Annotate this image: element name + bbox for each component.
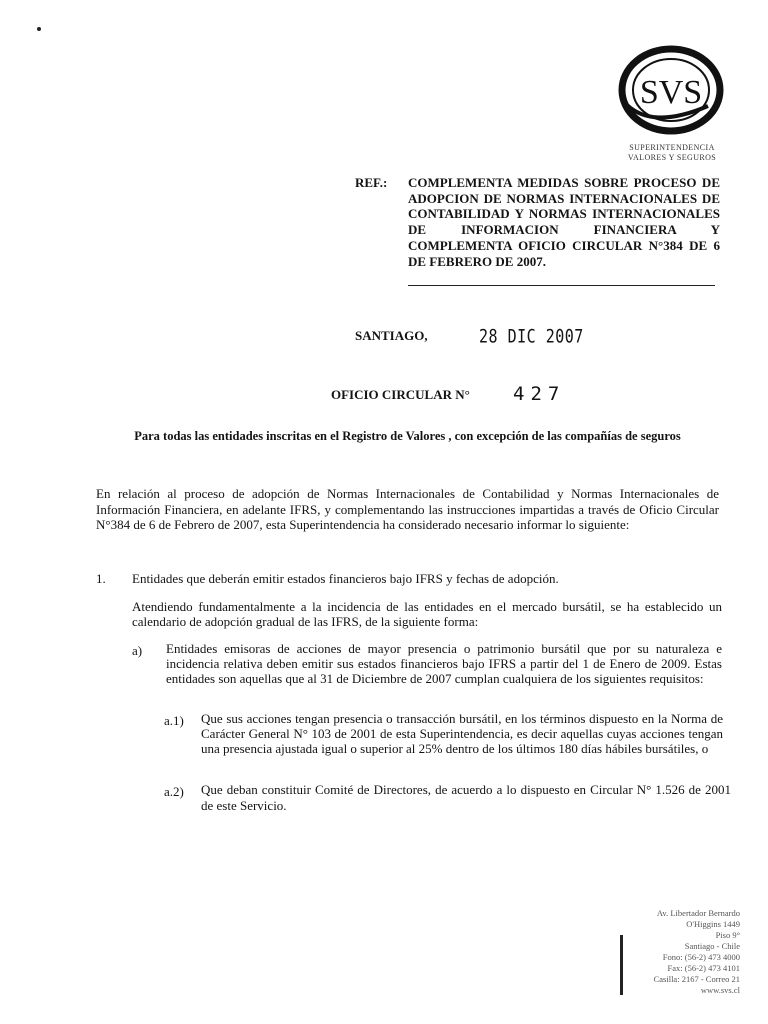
svs-logo-icon bbox=[612, 42, 730, 146]
footer-website: www.svs.cl bbox=[700, 985, 740, 995]
intro-paragraph: En relación al proceso de adopción de Normas Internacionales de Contabilidad y Normas Internacionales de Información Financiera, en adelante IFRS, y complementando las instrucciones impartidas a través de Oficio Circular N°384 de 6 de Febrero de 2007, esta Superintendencia ha considerado necesario informar lo siguiente: bbox=[96, 486, 719, 532]
footer-line: Casilla: 2167 - Correo 21 bbox=[653, 974, 740, 984]
section1-paragraph: Atendiendo fundamentalmente a la incidencia de las entidades en el mercado bursátil, se ha establecido un calendario de adopción gradual de las IFRS, de la siguiente forma: bbox=[132, 599, 722, 629]
oficio-number: 427 bbox=[513, 383, 566, 405]
logo-caption-line2: VALORES Y SEGUROS bbox=[627, 153, 717, 162]
footer-line: O'Higgins 1449 bbox=[686, 919, 740, 929]
footer-line: Piso 9° bbox=[715, 930, 740, 940]
section1-title: Entidades que deberán emitir estados financieros bajo IFRS y fechas de adopción. bbox=[132, 571, 559, 586]
ref-subject: COMPLEMENTA MEDIDAS SOBRE PROCESO DE ADOPCION DE NORMAS INTERNACIONALES DE CONTABILIDAD Y NORMAS INTERNACIONALES DE INFORMACION FINANCIERA Y COMPLEMENTA OFICIO CIRCULAR N°384 DE 6 DE FEBRERO DE 2007. bbox=[408, 175, 720, 269]
item-a1-text: Que sus acciones tengan presencia o transacción bursátil, en los términos dispuesto en la Norma de Carácter General N° 103 de 2001 de esta Superintendencia, es decir aquellas cuyas acciones tengan una presencia ajustada igual o superior al 25% dentro de los últimos 180 días hábiles bursátiles, o bbox=[201, 711, 723, 756]
date-stamp: 28 DIC 2007 bbox=[479, 325, 584, 348]
footer-line: Santiago - Chile bbox=[684, 941, 740, 951]
ref-label: REF.: bbox=[355, 175, 388, 190]
section1-marker: 1. bbox=[96, 571, 106, 586]
footer-address bbox=[620, 908, 740, 996]
item-a-marker: a) bbox=[132, 643, 143, 658]
item-a-text: Entidades emisoras de acciones de mayor presencia o patrimonio bursátil que por su naturaleza e incidencia relativa deben emitir sus estados financieros bajo IFRS a partir del 1 de Enero de 2009. Estas entidades son aquellas que al 31 de Diciembre de 2007 cumplan cualquiera de los siguientes requisitos: bbox=[166, 641, 722, 686]
oficio-label: OFICIO CIRCULAR N° bbox=[331, 387, 470, 402]
item-a1-marker: a.1) bbox=[164, 713, 184, 728]
item-a2-text: Que deban constituir Comité de Directores, de acuerdo a lo dispuesto en Circular N° 1.526 de 2001 de este Servicio. bbox=[201, 782, 731, 813]
item-a2-marker: a.2) bbox=[164, 784, 184, 799]
footer-line: Fax: (56-2) 473 4101 bbox=[667, 963, 740, 973]
place-label: SANTIAGO, bbox=[355, 328, 428, 343]
logo-text: SVS bbox=[639, 74, 703, 111]
ref-divider bbox=[408, 285, 715, 286]
logo-caption bbox=[612, 143, 732, 163]
addressee: Para todas las entidades inscritas en el Registro de Valores , con excepción de las compañías de seguros bbox=[134, 429, 681, 443]
stray-mark bbox=[37, 27, 41, 31]
logo-caption-line1: SUPERINTENDENCIA bbox=[629, 143, 715, 152]
footer-line: Av. Libertador Bernardo bbox=[656, 908, 740, 918]
footer-line: Fono: (56-2) 473 4000 bbox=[662, 952, 740, 962]
